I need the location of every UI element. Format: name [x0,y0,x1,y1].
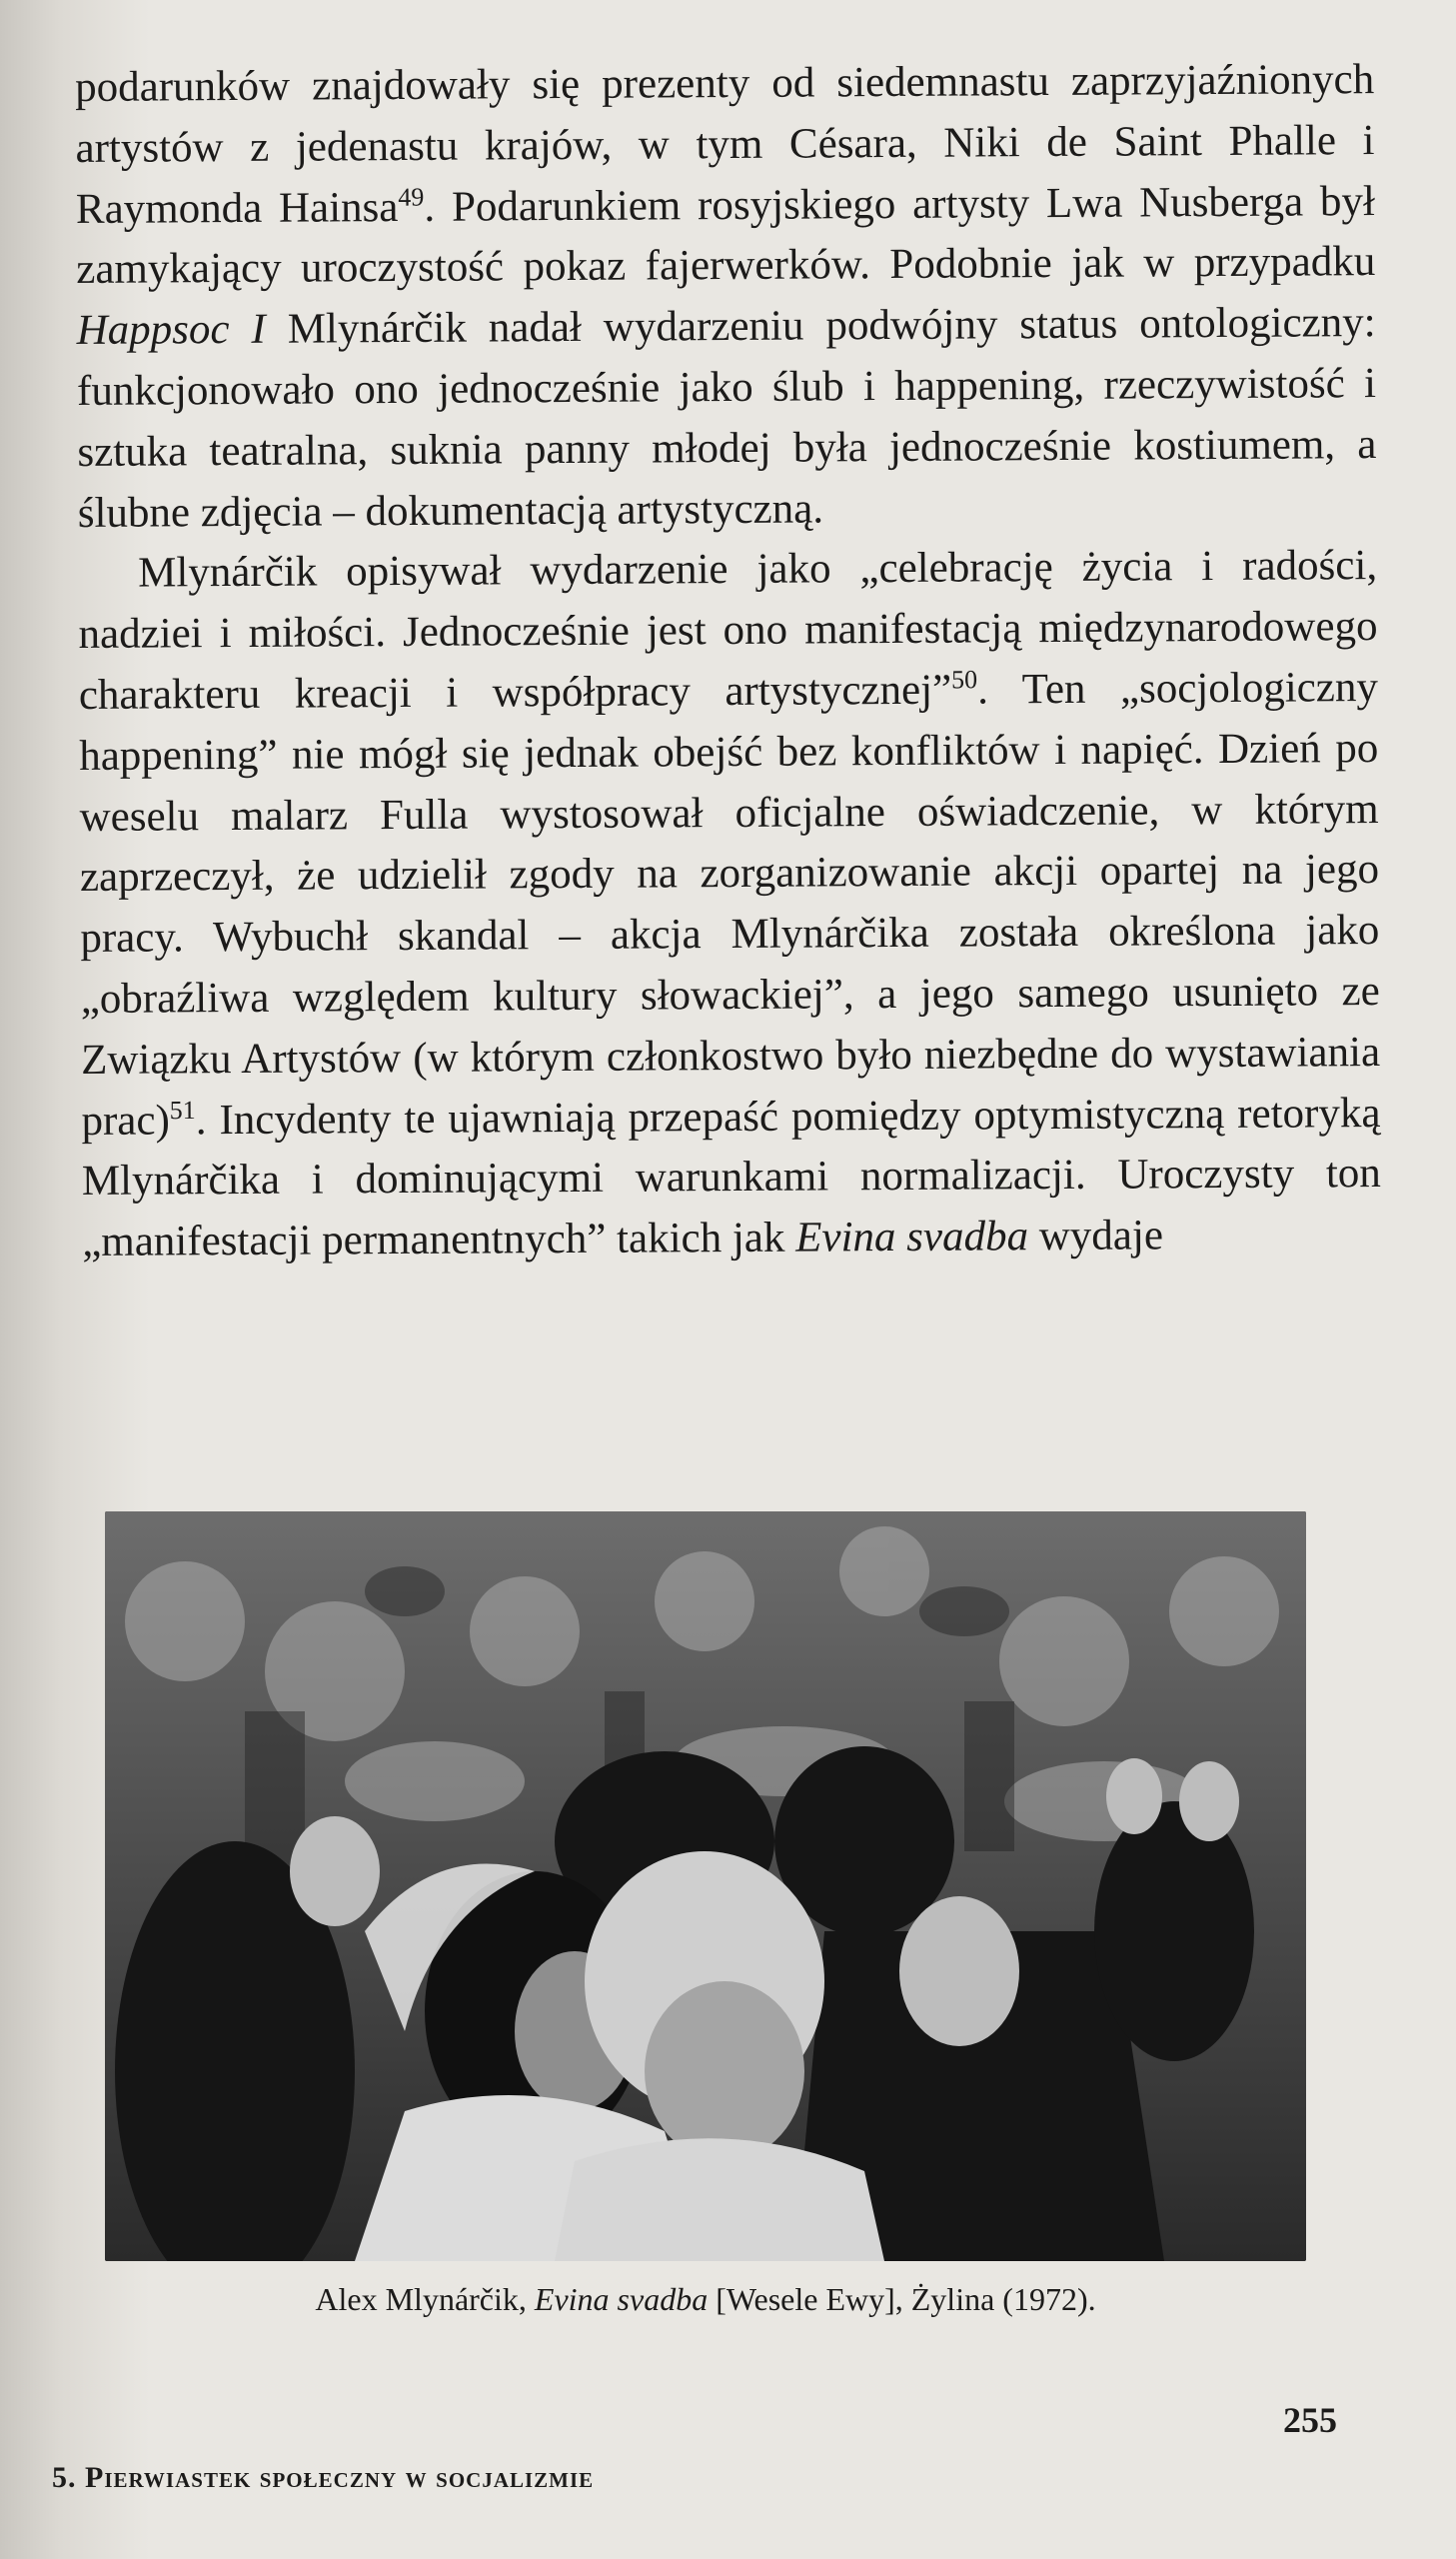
running-footer-chapter: 5. Pierwiastek społeczny w socjalizmie [52,2461,595,2494]
text-run: . Podarunkiem rosyjskiego artysty Lwa Nusberga był zamykający uroczystość pokaz fajerwerków. Podobnie jak w przypadku [76,177,1376,294]
text-run: podarunków znajdowały się prezenty od siedemnastu zaprzyjaźnionych artystów z jedenastu krajów, w tym Césara, Niki de Saint Phalle i Raymonda Hainsa [75,56,1375,233]
caption-author: Alex Mlynárčik, [315,2281,535,2317]
text-run: . Incydenty te ujawniają przepaść pomiędzy optymistyczną retoryką Mlynárčika i dominującymi warunkami normalizacji. Uroczysty ton „manifestacji permanentnych” takich jak [81,1089,1381,1267]
body-paragraph [78,536,1381,1273]
body-text [75,50,1381,1274]
italic-title: Happsoc I [76,306,266,355]
footnote-ref: 49 [398,182,425,212]
body-paragraph [75,50,1377,544]
figure-caption [105,2279,1306,2319]
footnote-ref: 50 [951,665,978,695]
italic-title: Evina svadba [795,1213,1029,1262]
photograph-wedding-scene [105,1511,1306,2261]
text-run: wydaje [1027,1212,1164,1261]
caption-title: Evina svadba [534,2281,709,2317]
text-run: Mlynárčik opisywał wydarzenie jako „celebrację życia i radości, nadziei i miłości. Jednocześnie jest ono manifestacją międzynarodowego charakteru kreacji i współpracy artystycznej” [78,542,1378,719]
text-run: . Ten „socjologiczny happening” nie mógł się jednak obejść bez konfliktów i napięć. Dzień po weselu malarz Fulla wystosował oficjalne oświadczenie, w którym zaprzeczył, że udzielił zgody na zorganizowanie akcji opartej na jego pracy. Wybuchł skandal – akcja Mlynárčika została określona jako „obraźliwa względem kultury słowackiej”, a jego samego usunięto ze Związku Artystów (w którym członkostwo było niezbędne do wystawiania prac) [79,664,1381,1145]
text-run: Mlynárčik nadał wydarzeniu podwójny status ontologiczny: funkcjonowało ono jednocześnie jako ślub i happening, rzeczywistość i sztuka teatralna, suknia panny młodej była jednocześnie kostiumem, a ślubne zdjęcia – dokumentacją artystyczną. [76,299,1377,537]
footnote-ref: 51 [169,1095,196,1125]
page-number: 255 [1283,2400,1337,2440]
caption-details: [Wesele Ewy], Żylina (1972). [708,2281,1096,2317]
